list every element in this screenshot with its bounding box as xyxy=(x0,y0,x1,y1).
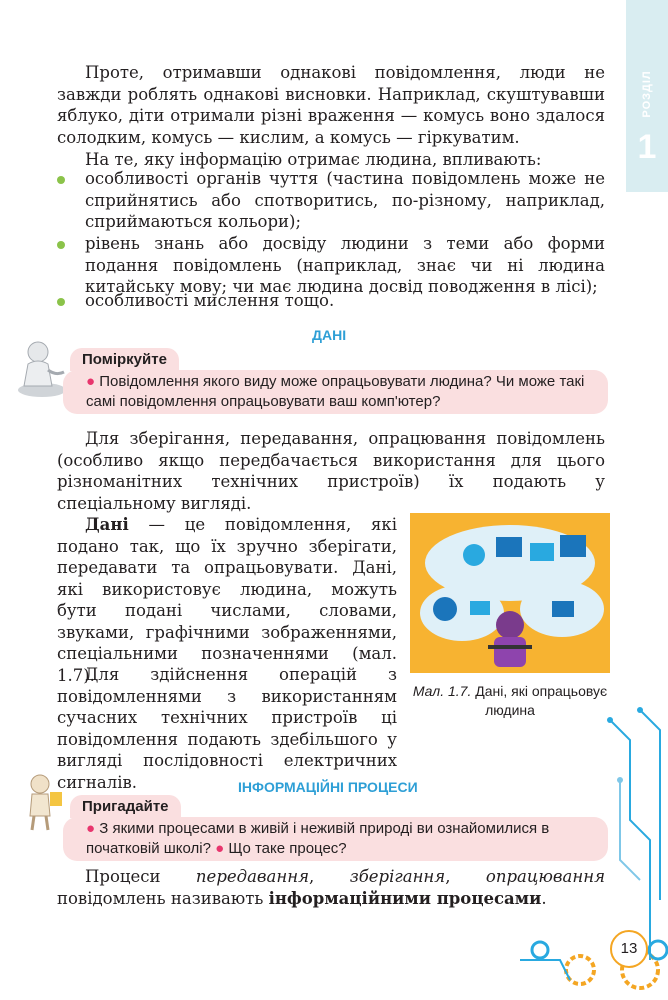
caption-number: Мал. 1.7. xyxy=(412,683,472,699)
term-processing: опрацювання xyxy=(485,867,606,886)
term-data: Дані xyxy=(85,515,129,534)
term-info-processes: інформаційними процесами xyxy=(268,888,542,908)
text-segment: повідомлень називають xyxy=(57,888,269,908)
section-number: 1 xyxy=(637,128,657,166)
caption-text: Дані, які опрацьовує людина xyxy=(471,683,608,718)
note-text: З якими процесами в живій і неживій природі ви ознайомилися в початковій школі? xyxy=(86,820,550,857)
heading-data: ДАНІ xyxy=(312,327,347,343)
figure-with-book-icon xyxy=(20,772,70,834)
note-label: Пригадайте xyxy=(70,795,181,818)
paragraph-influence: На те, яку інформацію отримає людина, впливають: xyxy=(85,150,542,169)
paragraph-storage: Для зберігання, передавання, опрацювання повідомлень (особливо якщо передбачається використання для цього різноманітних технічних пристроїв) їх подають у спеціальному вигляді. xyxy=(57,429,605,513)
page-number: 13 xyxy=(610,930,648,968)
note-think xyxy=(63,370,608,414)
text-segment: , xyxy=(309,867,350,886)
bullet-icon xyxy=(57,298,65,306)
note-text: Що таке процес? xyxy=(228,840,347,857)
paragraph-intro: Проте, отримавши однакові повідомлення, люди не завжди роблять однакові висновки. Наприклад, скуштувавши яблуко, діти отримали різні враження — комусь воно здалося солодким, комусь — кислим, а комусь — гіркуватим. xyxy=(57,63,605,147)
note-bullet-icon: ● xyxy=(86,820,96,837)
gear-decoration-icon xyxy=(520,930,610,990)
text-segment: , xyxy=(445,867,486,886)
note-recall xyxy=(63,817,608,861)
definition-text: — це повідомлення, які подано так, що їх зручно зберігати, передавати та опрацьовувати. Дані, які використовує людина, можуть бути подані числами, словами, звуками, графічними зображеннями, спеціальними позначеннями (мал. 1.7). xyxy=(57,515,397,685)
heading-processes: ІНФОРМАЦІЙНІ ПРОЦЕСИ xyxy=(238,779,418,795)
paragraph-processes xyxy=(57,866,605,909)
figure-caption xyxy=(410,682,610,720)
bullet-icon xyxy=(57,241,65,249)
note-bullet-icon: ● xyxy=(86,373,96,390)
note-text: Повідомлення якого виду може опрацьовувати людина? Чи може такі самі повідомлення опрацьовувати ваш комп'ютер? xyxy=(86,373,585,410)
list-item: особливості органів чуття (частина повідомлень може не сприйнятись або спотворитись, по-різному, наприклад, сприймаються кольори); xyxy=(85,169,605,231)
list-item: рівень знань або досвіду людини з теми або форми подання повідомлень (наприклад, знає чи ні людина китайську мову; чи має людина досвід поводження в лісі); xyxy=(85,234,605,296)
note-label: Поміркуйте xyxy=(70,348,179,371)
paragraph-signals: Для здійснення операцій з повідомленнями з використанням сучасних технічних пристроїв ці повідомлення подають здебільшого у вигляді послідовності електричних сигналів. xyxy=(57,665,397,792)
note-bullet-icon: ● xyxy=(215,840,225,857)
text-segment: Процеси xyxy=(85,867,196,886)
list-item: особливості мислення тощо. xyxy=(85,291,335,310)
paragraph-data-definition xyxy=(57,514,397,686)
section-word: РОЗДІЛ xyxy=(641,70,653,118)
figure-illustration xyxy=(410,513,610,673)
term-storage: зберігання xyxy=(349,867,446,886)
section-tab xyxy=(626,0,668,192)
text-segment: . xyxy=(541,888,547,908)
bullet-icon xyxy=(57,176,65,184)
term-transfer: передавання xyxy=(195,867,310,886)
